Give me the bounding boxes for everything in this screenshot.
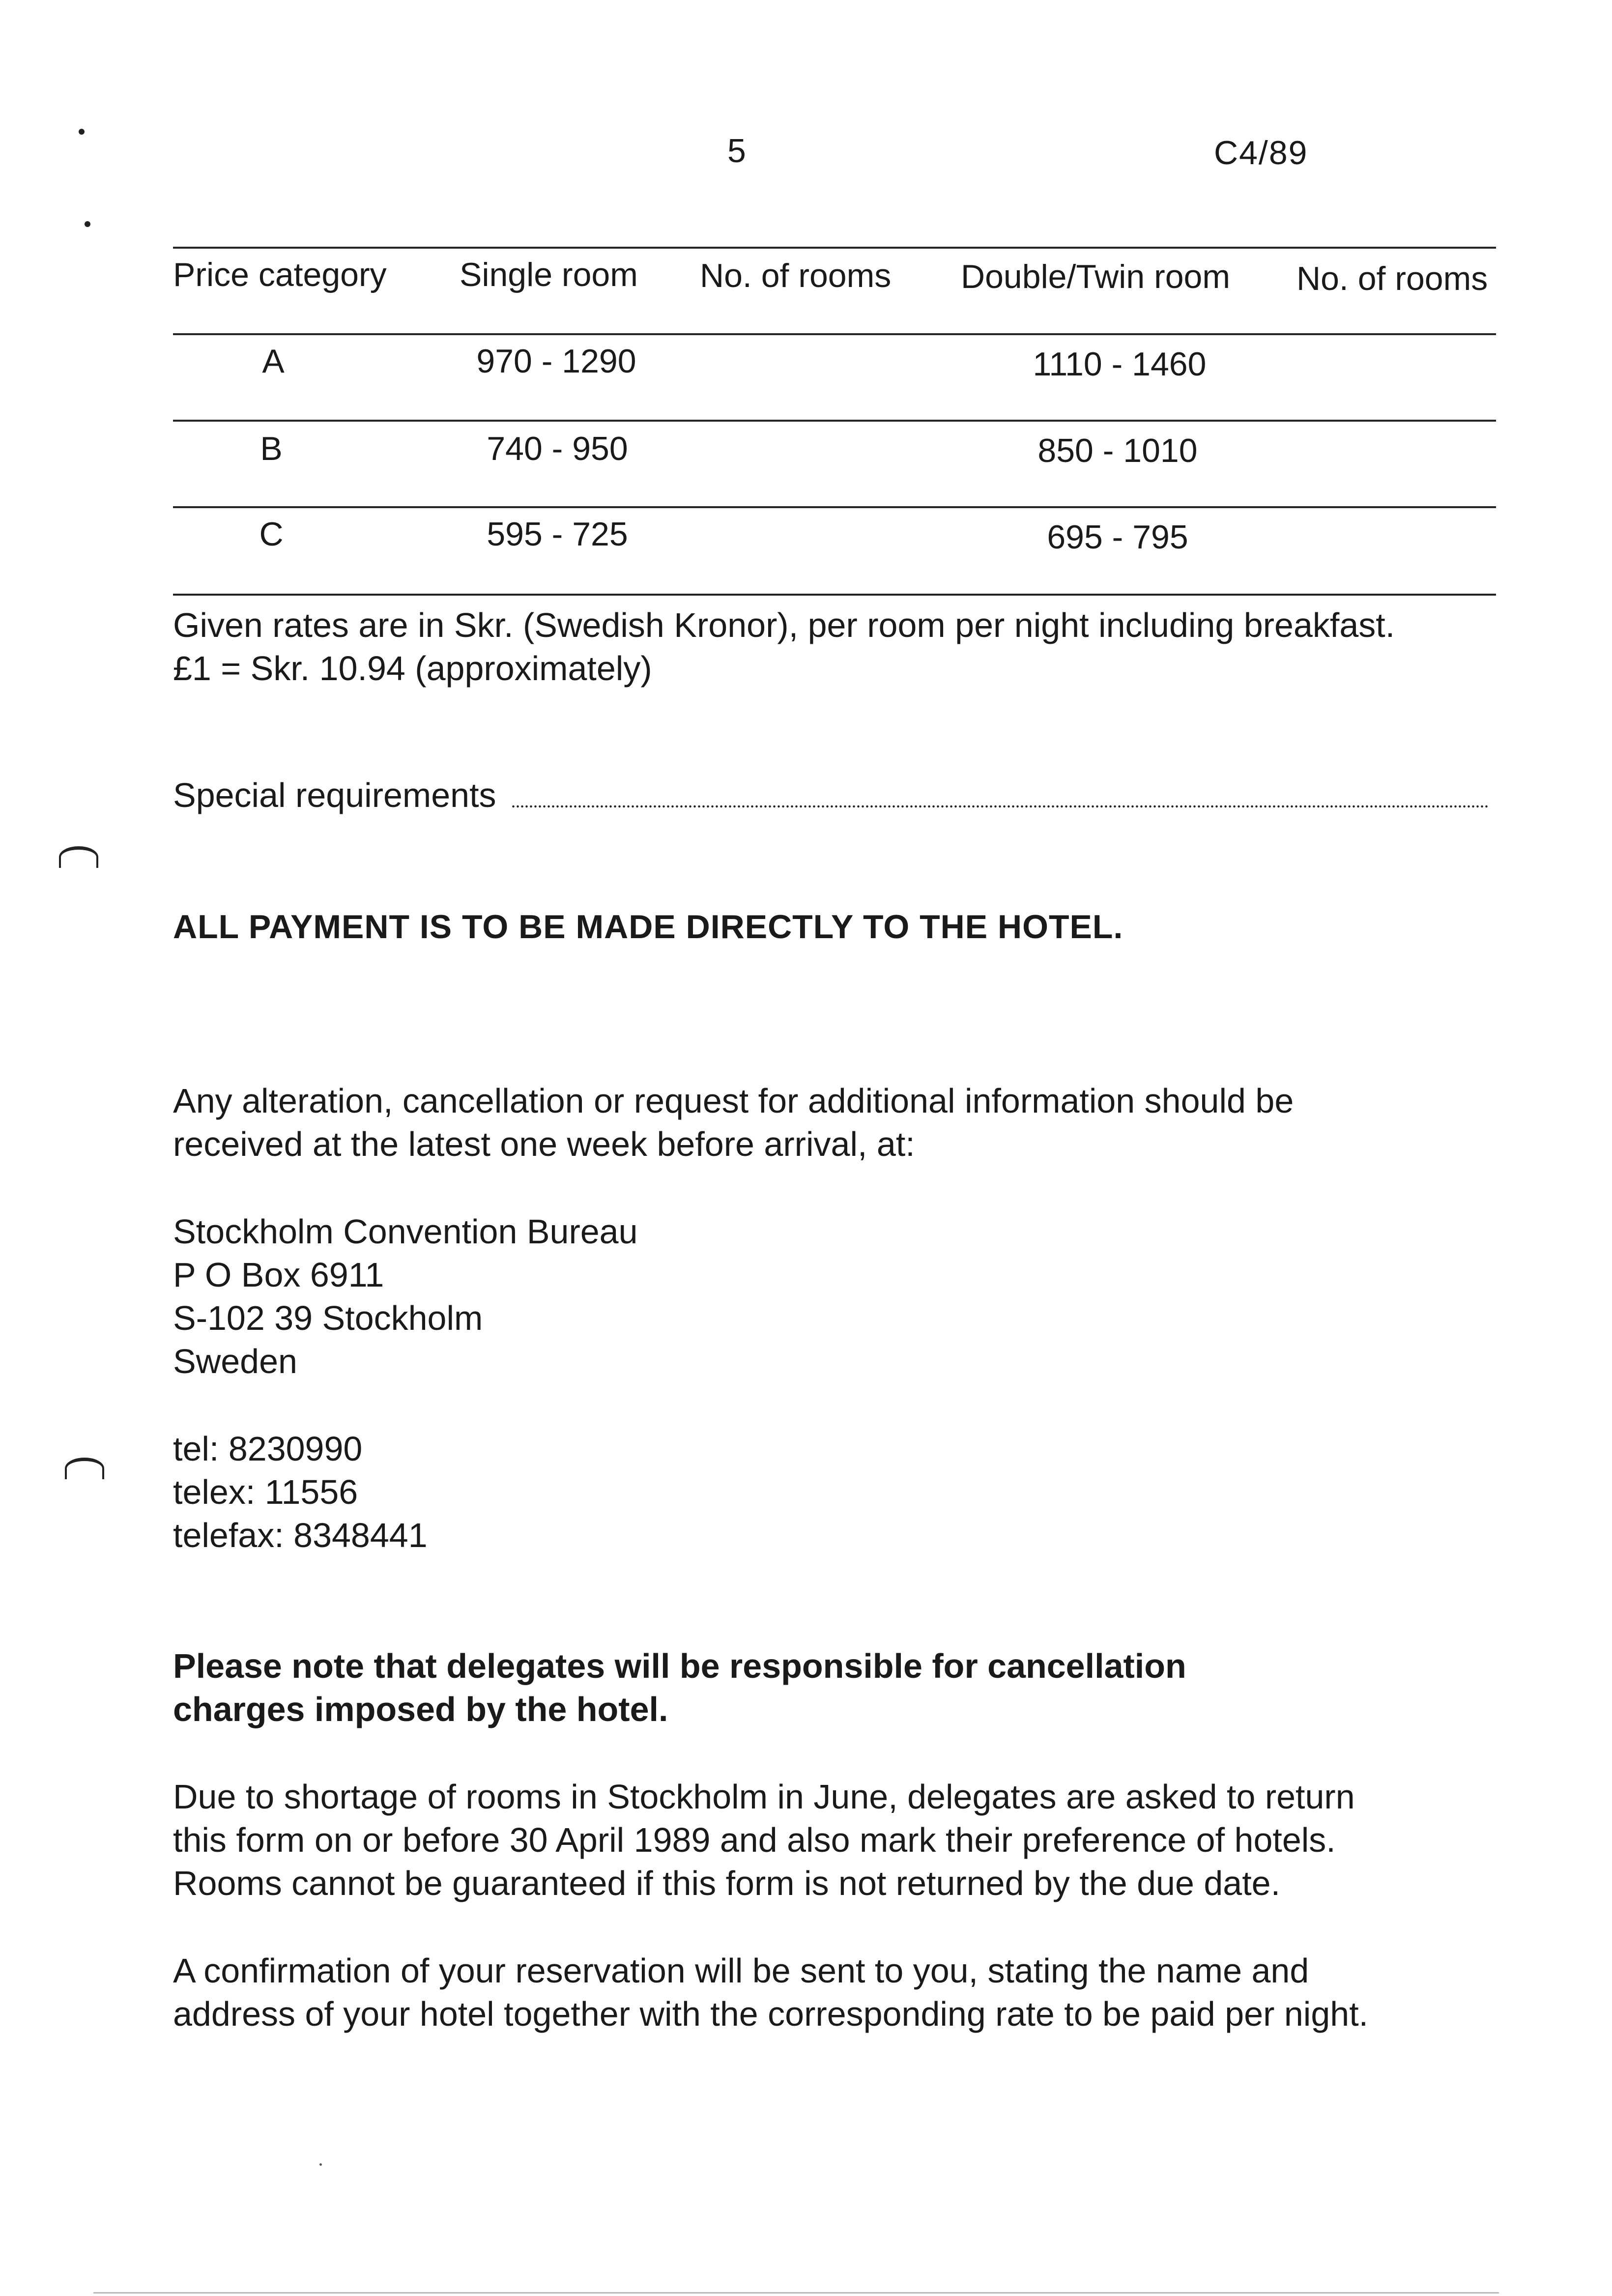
single-rate-cell: 595 - 725 (487, 516, 628, 553)
punch-hole-mark (65, 1458, 104, 1479)
paragraph-line: address of your hotel together with the corresponding rate to be paid per night. (173, 1995, 1369, 2033)
table-rule (173, 333, 1496, 335)
header-price-category: Price category (173, 256, 387, 293)
double-rate-cell: 695 - 795 (1047, 518, 1188, 556)
header-double-twin-room: Double/Twin room (961, 258, 1231, 295)
special-requirements-label: Special requirements (173, 776, 496, 814)
margin-dot (85, 221, 90, 227)
address-box: P O Box 6911 (173, 1256, 384, 1294)
category-cell: C (259, 516, 284, 553)
page-bottom-edge (93, 2292, 1499, 2294)
paragraph-line: Due to shortage of rooms in Stockholm in June, delegates are asked to return (173, 1778, 1355, 1816)
contact-block (173, 1427, 428, 1557)
double-rate-cell: 1110 - 1460 (1033, 345, 1207, 383)
category-cell: B (260, 430, 283, 467)
notice-line: charges imposed by the hotel. (173, 1690, 668, 1728)
payment-notice: ALL PAYMENT IS TO BE MADE DIRECTLY TO THE HOTEL. (173, 908, 1123, 946)
table-rule-top (173, 247, 1496, 249)
address-name: Stockholm Convention Bureau (173, 1212, 638, 1251)
double-rate-cell: 850 - 1010 (1037, 432, 1198, 469)
table-rule (173, 420, 1496, 422)
cancellation-notice (173, 1644, 1186, 1731)
paragraph-line: received at the latest one week before arrival, at: (173, 1125, 915, 1163)
shortage-paragraph (173, 1775, 1355, 1905)
document-reference: C4/89 (1214, 134, 1308, 172)
single-rate-cell: 970 - 1290 (476, 343, 636, 380)
table-rule-bottom (173, 594, 1496, 596)
punch-hole-mark (59, 846, 98, 868)
header-single-room: Single room (460, 256, 638, 293)
address-country: Sweden (173, 1342, 297, 1380)
special-requirements-field[interactable] (511, 805, 1489, 808)
margin-dot (79, 129, 85, 135)
alteration-paragraph (173, 1079, 1294, 1166)
contact-telefax: telefax: 8348441 (173, 1516, 428, 1554)
paragraph-line: this form on or before 30 April 1989 and also mark their preference of hotels. (173, 1821, 1336, 1859)
speck (319, 2163, 322, 2166)
notice-line: Please note that delegates will be responsible for cancellation (173, 1647, 1186, 1685)
single-rate-cell: 740 - 950 (487, 430, 628, 467)
exchange-rate-note: £1 = Skr. 10.94 (approximately) (173, 649, 652, 688)
contact-tel: tel: 8230990 (173, 1430, 363, 1468)
paragraph-line: A confirmation of your reservation will be sent to you, stating the name and (173, 1952, 1309, 1990)
address-block (173, 1210, 638, 1383)
rates-note: Given rates are in Skr. (Swedish Kronor), per room per night including breakfast. (173, 606, 1395, 644)
header-no-of-rooms-single: No. of rooms (700, 257, 892, 294)
confirmation-paragraph (173, 1949, 1368, 2036)
header-no-of-rooms-double: No. of rooms (1296, 260, 1488, 297)
paragraph-line: Rooms cannot be guaranteed if this form is not returned by the due date. (173, 1864, 1281, 1902)
table-rule (173, 506, 1496, 508)
page-number: 5 (727, 132, 747, 170)
contact-telex: telex: 11556 (173, 1473, 358, 1511)
address-city: S-102 39 Stockholm (173, 1299, 483, 1337)
paragraph-line: Any alteration, cancellation or request for additional information should be (173, 1082, 1294, 1120)
category-cell: A (262, 343, 285, 380)
